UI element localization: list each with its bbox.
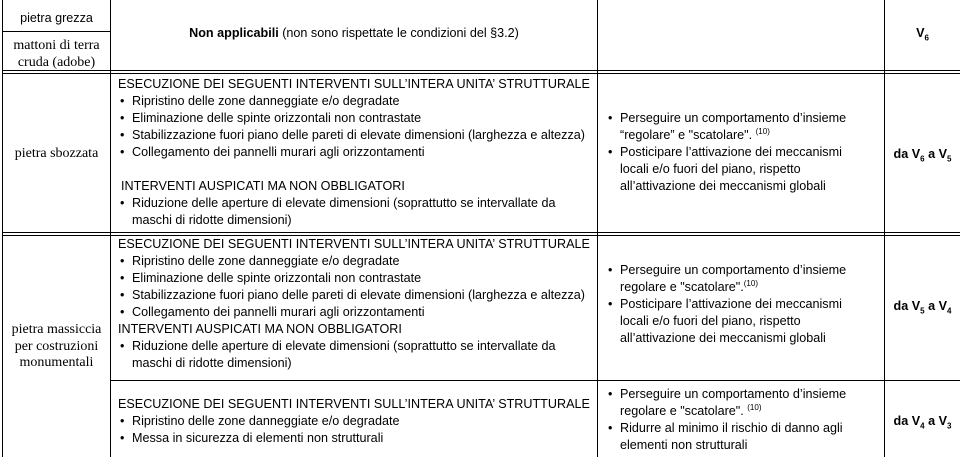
objectives-cell bbox=[606, 386, 882, 454]
material-label: pietra sbozzata bbox=[14, 146, 99, 161]
performance-level: da $V_6$ a $V_5$ bbox=[893, 147, 952, 164]
mandatory-interventions-heading: ESECUZIONE DEI SEGUENTI INTERVENTI SULL’INTERA UNITA’ STRUTTURALE bbox=[118, 77, 590, 91]
material-cell bbox=[3, 10, 110, 27]
row-divider-2 bbox=[2, 232, 960, 233]
mandatory-interventions-list bbox=[118, 93, 596, 161]
performance-level: da $V_4$ a $V_3$ bbox=[893, 414, 952, 431]
objectives-list bbox=[606, 262, 882, 347]
list-item: • Riduzione delle aperture di elevate dimensioni (soprattutto se intervallate da maschi di ridotte dimensioni) bbox=[120, 339, 556, 370]
list-item: • Ripristino delle zone danneggiate e/o degradate bbox=[120, 254, 400, 268]
column-divider-1 bbox=[110, 0, 111, 457]
material-cell bbox=[3, 38, 110, 71]
objectives-cell bbox=[606, 262, 882, 347]
optional-interventions-heading: INTERVENTI AUSPICATI MA NON OBBLIGATORI bbox=[121, 179, 405, 193]
list-item: • Eliminazione delle spinte orizzontali non contrastate bbox=[120, 271, 422, 285]
list-item: • Ripristino delle zone danneggiate e/o degradate bbox=[120, 414, 400, 428]
list-item: • Posticipare l’attivazione dei meccanismi locali e/o fuori del piano, rispetto all’attivazione dei meccanismi globali bbox=[608, 145, 842, 193]
optional-interventions-heading: INTERVENTI AUSPICATI MA NON OBBLIGATORI bbox=[118, 322, 402, 336]
list-item: • Perseguire un comportamento d’insieme regolare e "scatolare".$^{(10)}$ bbox=[608, 263, 847, 294]
material-label: mattoni di terra cruda (adobe) bbox=[13, 38, 100, 70]
performance-level: $V_6$ bbox=[916, 26, 929, 43]
optional-interventions-list bbox=[118, 338, 596, 372]
footnote-ref: (10) bbox=[743, 278, 758, 288]
row-divider-1 bbox=[2, 70, 960, 71]
material-cell: pietra massiccia per costruzioni monumentali bbox=[11, 322, 102, 370]
optional-interventions-list bbox=[118, 195, 596, 229]
column-divider-2 bbox=[597, 0, 598, 457]
list-item: • Stabilizzazione fuori piano delle pareti di elevate dimensioni (larghezza e altezza) bbox=[120, 128, 585, 142]
interventions-cell bbox=[118, 76, 596, 229]
row-divider-3 bbox=[110, 380, 960, 381]
footnote-ref: (10) bbox=[755, 126, 770, 136]
performance-level: da $V_5$ a $V_4$ bbox=[893, 299, 952, 316]
list-item: • Ridurre al minimo il rischio di danno agli elementi non strutturali bbox=[608, 421, 843, 452]
list-item: • Collegamento dei pannelli murari agli orizzontamenti bbox=[120, 145, 425, 159]
column-divider-3 bbox=[884, 0, 885, 457]
list-item: • Eliminazione delle spinte orizzontali non contrastate bbox=[120, 111, 422, 125]
mandatory-interventions-heading: ESECUZIONE DEI SEGUENTI INTERVENTI SULL’INTERA UNITA’ STRUTTURALE bbox=[118, 397, 590, 411]
list-item: • Perseguire un comportamento d’insieme “regolare” e "scatolare". $^{(10)}$ bbox=[608, 111, 847, 142]
objectives-list bbox=[606, 386, 882, 454]
objectives-cell bbox=[606, 110, 882, 195]
mandatory-interventions-list bbox=[118, 413, 596, 447]
list-item: • Ripristino delle zone danneggiate e/o degradate bbox=[120, 94, 400, 108]
list-item: • Collegamento dei pannelli murari agli orizzontamenti bbox=[120, 305, 425, 319]
objectives-list bbox=[606, 110, 882, 195]
material-cell bbox=[3, 146, 110, 163]
material-label: pietra grezza bbox=[20, 11, 93, 25]
row-divider-1b bbox=[2, 73, 960, 74]
interventions-cell bbox=[118, 396, 596, 447]
not-applicable-label: Non applicabili bbox=[189, 26, 279, 40]
list-item: • Perseguire un comportamento d’insieme regolare e "scatolare". $^{(10)}$ bbox=[608, 387, 847, 418]
list-item: • Riduzione delle aperture di elevate dimensioni (soprattutto se intervallate da maschi di ridotte dimensioni) bbox=[120, 196, 556, 227]
not-applicable-note: (non sono rispettate le condizioni del §3.2) bbox=[282, 26, 519, 40]
material-subdivider bbox=[3, 31, 110, 32]
footnote-ref: (10) bbox=[747, 402, 762, 412]
mandatory-interventions-heading: ESECUZIONE DEI SEGUENTI INTERVENTI SULL’INTERA UNITA’ STRUTTURALE bbox=[118, 237, 590, 251]
list-item: • Posticipare l’attivazione dei meccanismi locali e/o fuori del piano, rispetto all’attivazione dei meccanismi globali bbox=[608, 297, 842, 345]
mandatory-interventions-list bbox=[118, 253, 596, 321]
list-item: • Messa in sicurezza di elementi non strutturali bbox=[120, 431, 384, 445]
interventions-cell bbox=[118, 236, 596, 372]
interventions-cell bbox=[111, 25, 597, 42]
list-item: • Stabilizzazione fuori piano delle pareti di elevate dimensioni (larghezza e altezza) bbox=[120, 288, 585, 302]
